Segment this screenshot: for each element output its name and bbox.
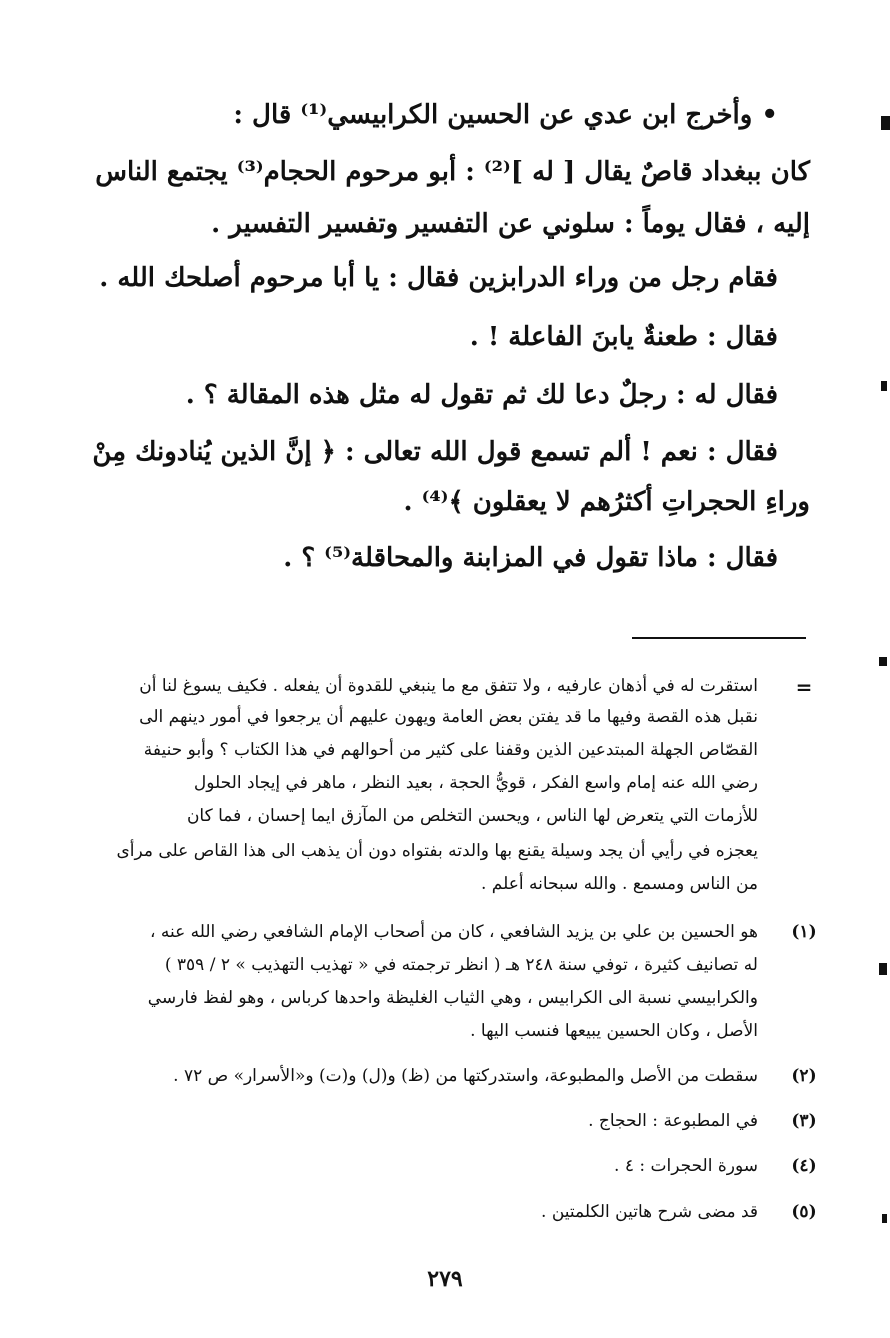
footnote-continuation-line: يعجزه في رأيي أن يجد وسيلة يقنع بها والدته بفتواه دون أن يذهب الى هذا القاص على مرأى [116, 841, 758, 861]
page-number: ٢٧٩ [427, 1266, 463, 1292]
footnote-2-number: (٢) [791, 1066, 817, 1086]
scan-edge-mark [879, 963, 887, 975]
footnote-continuation-line: رضي الله عنه إمام واسع الفكر ، قويُّ الحجة ، بعيد النظر ، ماهر في إيجاد الحلول [193, 773, 758, 793]
footnote-4-text: سورة الحجرات : ٤ . [614, 1156, 758, 1176]
scan-edge-mark [879, 657, 887, 666]
paragraph-reply-2: فقال له : رجلٌ دعا لك ثم تقول له مثل هذه المقالة ؟ . [185, 380, 778, 410]
paragraph-quran-line-2: وراءِ الحجراتِ أكثرُهم لا يعقلون ﴾⁽⁴⁾ . [403, 487, 810, 517]
paragraph-intro: • وأخرج ابن عدي عن الحسين الكرابيسي⁽¹⁾ قال : [233, 100, 778, 130]
paragraph-story-line-1: كان ببغداد قاصٌ يقال [ له ]⁽²⁾ : أبو مرحوم الحجام⁽³⁾ يجتمع الناس [95, 157, 810, 187]
footnote-5-number: (٥) [791, 1202, 817, 1222]
paragraph-story-line-2: إليه ، فقال يوماً : سلوني عن التفسير وتفسير التفسير . [211, 209, 810, 239]
footnote-1-line: الأصل ، وكان الحسين يبيعها فنسب اليها . [470, 1021, 758, 1041]
footnote-5-text: قد مضى شرح هاتين الكلمتين . [541, 1202, 758, 1222]
scan-edge-mark [881, 116, 890, 130]
footnote-3-number: (٣) [791, 1111, 817, 1131]
footnote-3-text: في المطبوعة : الحجاج . [588, 1111, 758, 1131]
footnote-continuation-line: نقبل هذه القصة وفيها ما قد يفتن بعض العامة ويهون عليهم أن يرجعوا في أمور دينهم الى [139, 707, 758, 727]
paragraph-man-stands: فقام رجل من وراء الدرابزين فقال : يا أبا مرحوم أصلحك الله . [99, 263, 778, 293]
footnote-2-text: سقطت من الأصل والمطبوعة، واستدركتها من (ظ) و(ل) و(ت) و«الأسرار» ص ٧٢ . [173, 1066, 758, 1086]
footnote-separator [632, 637, 806, 639]
footnote-continuation-line: استقرت له في أذهان عارفيه ، ولا تتفق مع ما ينبغي للقدوة أن يفعله . فكيف يسوغ لنا أن [139, 676, 758, 696]
scan-edge-mark [881, 381, 887, 391]
footnote-1-line: له تصانيف كثيرة ، توفي سنة ٢٤٨ هـ ( انظر ترجمته في « تهذيب التهذيب » ٢ / ٣٥٩ ) [164, 955, 758, 975]
scan-edge-mark [882, 1214, 887, 1223]
paragraph-question: فقال : ماذا تقول في المزابنة والمحاقلة⁽⁵⁾ ؟ . [283, 543, 778, 573]
paragraph-quran-line-1: فقال : نعم ! ألم تسمع قول الله تعالى : ﴿ إنَّ الذين يُنادونك مِنْ [92, 437, 778, 467]
footnote-1-line: والكرابيسي نسبة الى الكرابيس ، وهي الثياب الغليظة واحدها كرباس ، وهو لفظ فارسي [147, 988, 758, 1008]
footnote-1-number: (١) [791, 922, 817, 942]
footnote-continuation-marker: = [795, 675, 813, 699]
footnote-continuation-line: للأزمات التي يتعرض لها الناس ، ويحسن التخلص من المآزق ايما إحسان ، فما كان [186, 806, 758, 826]
footnote-4-number: (٤) [791, 1156, 817, 1176]
footnote-continuation-line: من الناس ومسمع . والله سبحانه أعلم . [480, 874, 758, 894]
footnote-continuation-line: القصّاص الجهلة المبتدعين الذين وقفنا على كثير من أحوالهم في هذا الكتاب ؟ وأبو حنيفة [143, 740, 758, 760]
paragraph-reply-1: فقال : طعنةٌ يابنَ الفاعلة ! . [469, 322, 778, 352]
footnote-1-line: هو الحسين بن علي بن يزيد الشافعي ، كان من أصحاب الإمام الشافعي رضي الله عنه ، [149, 922, 758, 942]
